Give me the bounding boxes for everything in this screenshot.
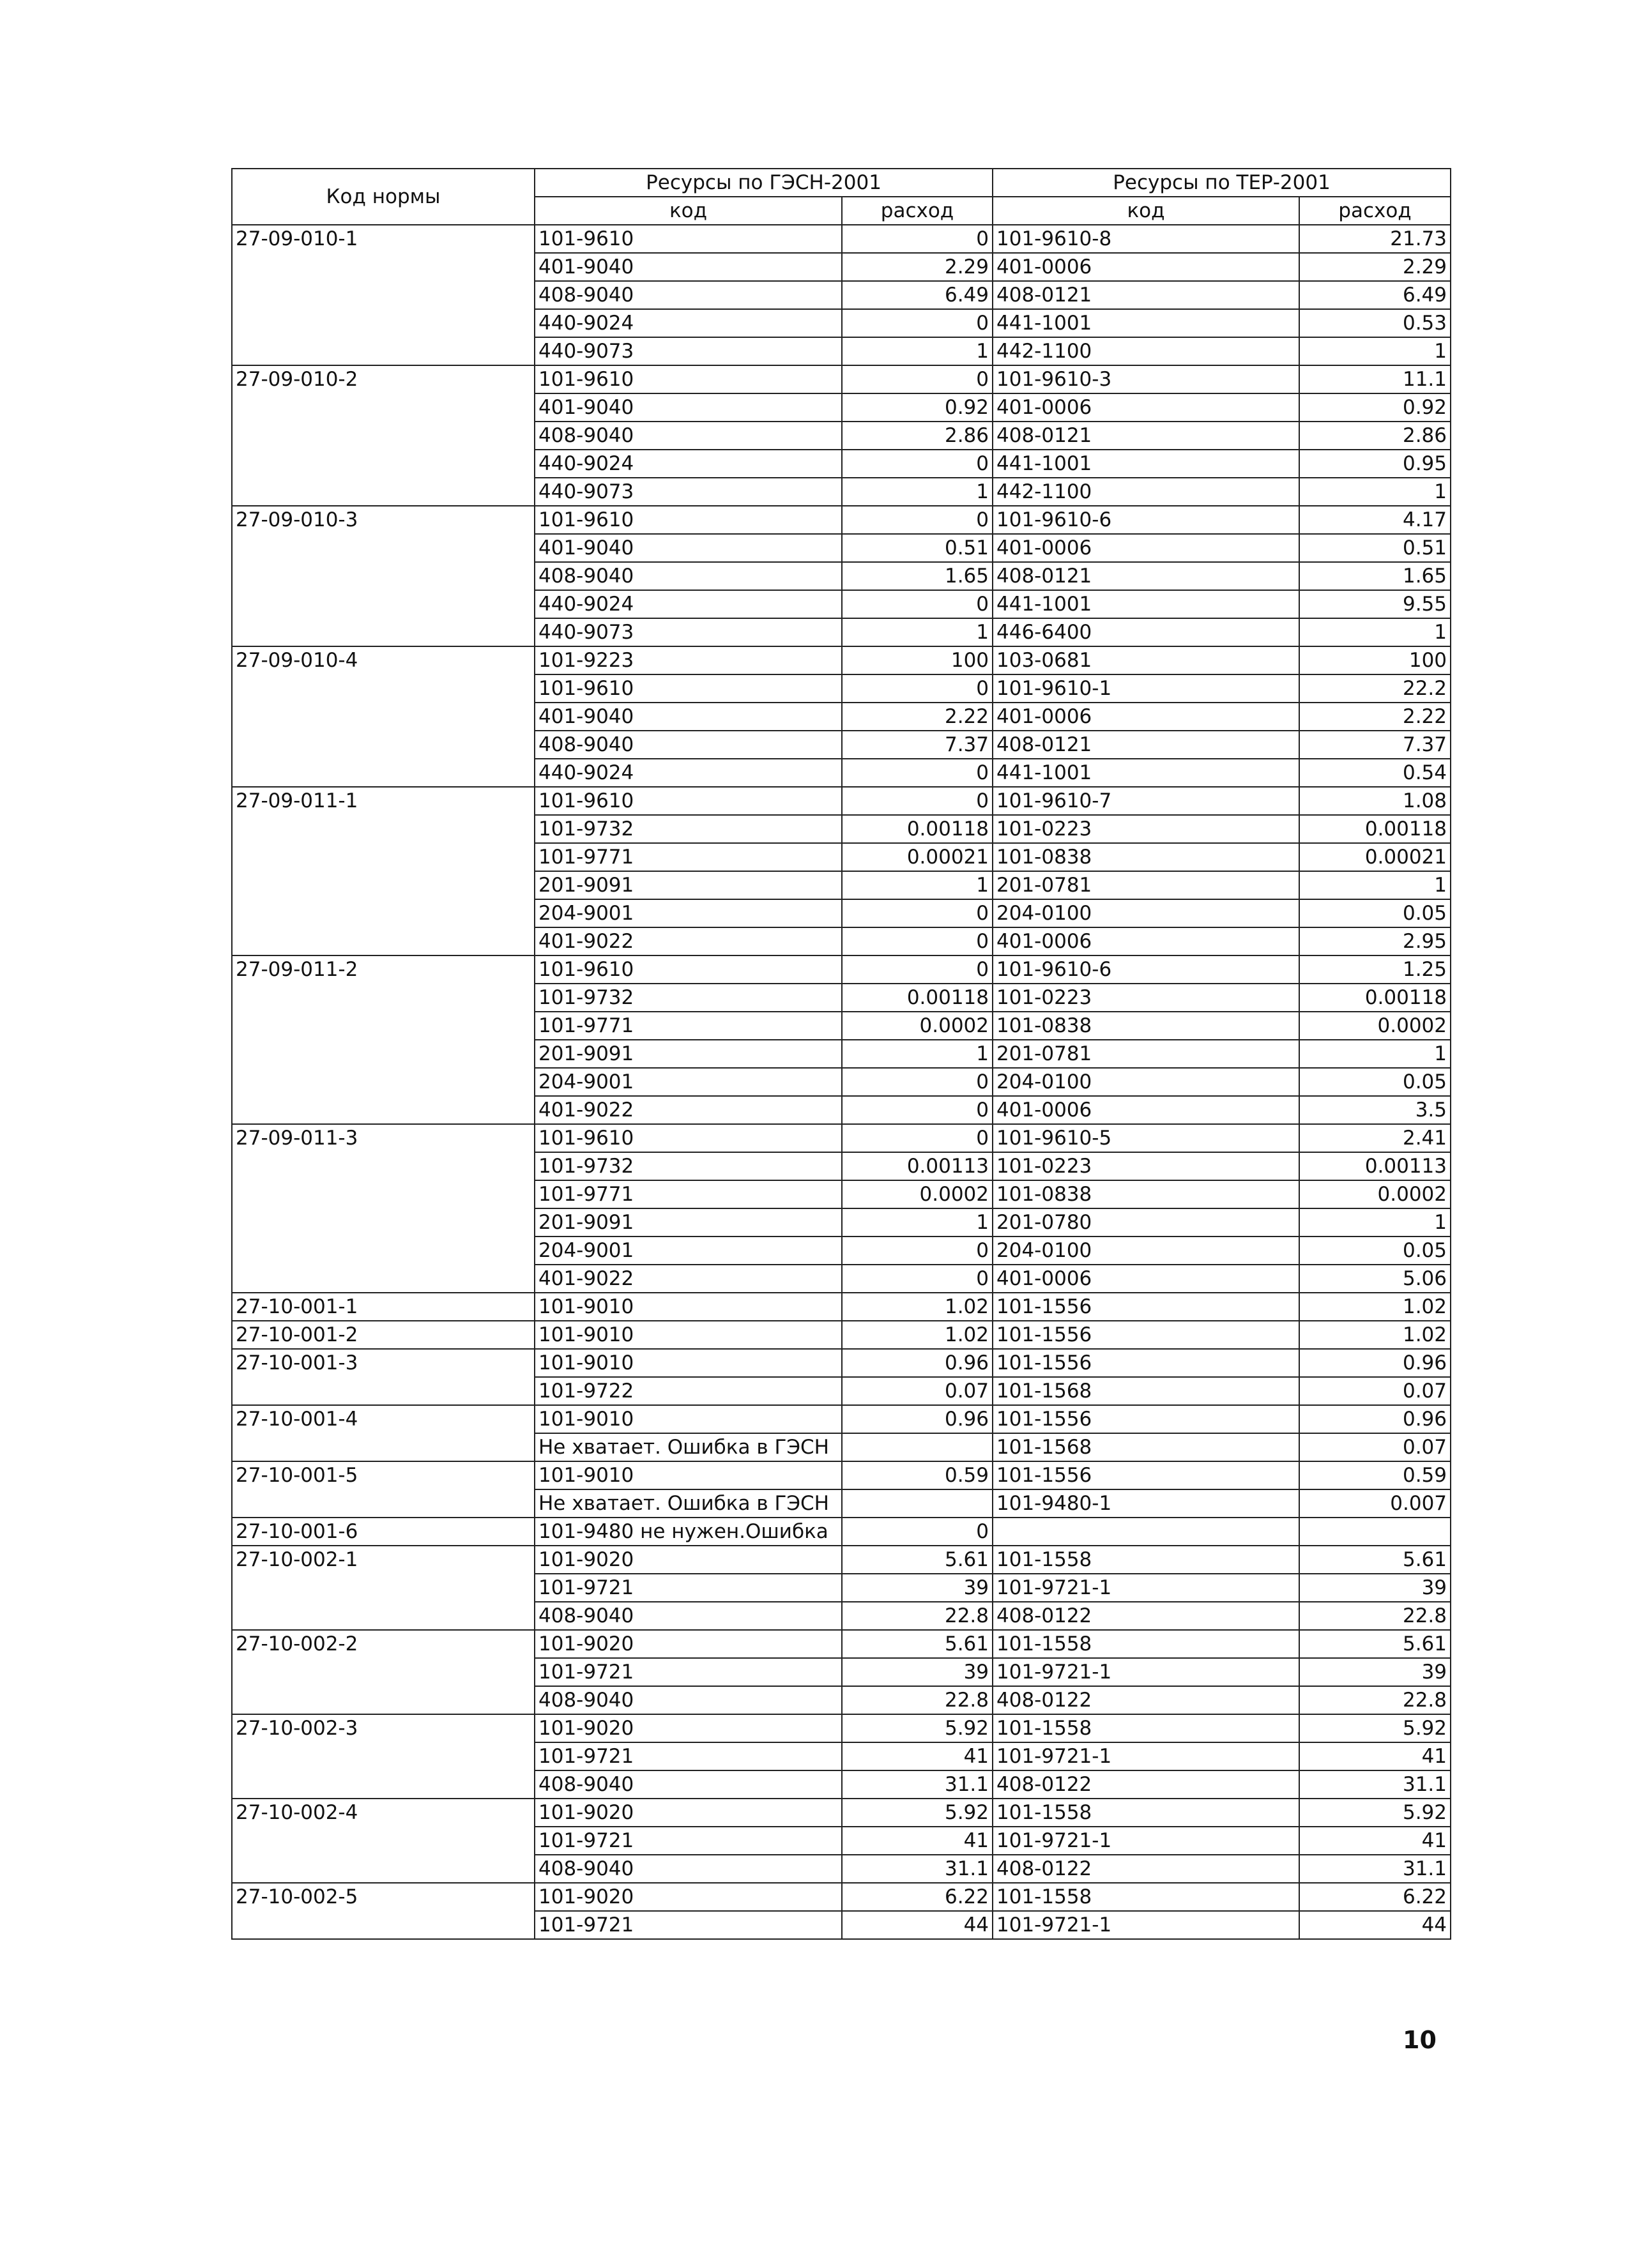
norm-code-cell: 27-10-001-3 (232, 1349, 535, 1405)
gesn-amount-cell: 0.59 (842, 1461, 993, 1489)
gesn-amount-cell: 0 (842, 309, 993, 337)
gesn-amount-cell: 0 (842, 955, 993, 984)
ter-amount-cell: 1 (1299, 337, 1451, 365)
ter-code-cell: 101-9610-6 (993, 955, 1299, 984)
gesn-code-cell: 101-9010 (535, 1349, 842, 1377)
ter-amount-cell: 41 (1299, 1827, 1451, 1855)
ter-amount-cell: 1.02 (1299, 1293, 1451, 1321)
table-row (232, 1630, 1451, 1658)
gesn-amount-cell: 0.92 (842, 393, 993, 422)
table-row (232, 1321, 1451, 1349)
gesn-amount-cell: 1 (842, 337, 993, 365)
gesn-code-cell: 440-9024 (535, 759, 842, 787)
ter-amount-cell: 0.95 (1299, 450, 1451, 478)
table-row (232, 955, 1451, 984)
gesn-amount-cell: 0.51 (842, 534, 993, 562)
norm-code-cell: 27-10-002-1 (232, 1546, 535, 1630)
gesn-code-cell: 204-9001 (535, 899, 842, 927)
gesn-code-cell: 101-9771 (535, 843, 842, 871)
ter-amount-cell: 21.73 (1299, 225, 1451, 253)
gesn-amount-cell: 5.92 (842, 1799, 993, 1827)
ter-amount-cell: 0.07 (1299, 1377, 1451, 1405)
gesn-amount-cell: 39 (842, 1658, 993, 1686)
norm-code-cell: 27-10-002-4 (232, 1799, 535, 1883)
gesn-code-cell: 408-9040 (535, 1770, 842, 1799)
gesn-code-cell: 101-9732 (535, 815, 842, 843)
gesn-amount-cell: 0.0002 (842, 1012, 993, 1040)
gesn-amount-cell: 0.00113 (842, 1152, 993, 1180)
ter-amount-cell: 5.92 (1299, 1799, 1451, 1827)
table-row (232, 1124, 1451, 1152)
table-row (232, 1461, 1451, 1489)
gesn-code-cell: 401-9040 (535, 703, 842, 731)
ter-amount-cell: 7.37 (1299, 731, 1451, 759)
norm-code-cell: 27-10-001-1 (232, 1293, 535, 1321)
gesn-code-cell: 201-9091 (535, 1040, 842, 1068)
gesn-amount-cell: 0 (842, 1237, 993, 1265)
gesn-code-cell: 408-9040 (535, 1602, 842, 1630)
ter-amount-cell: 1 (1299, 478, 1451, 506)
ter-code-cell: 101-1558 (993, 1630, 1299, 1658)
gesn-code-cell: 101-9732 (535, 984, 842, 1012)
gesn-code-cell: 101-9020 (535, 1546, 842, 1574)
ter-amount-cell: 6.22 (1299, 1883, 1451, 1911)
gesn-code-cell: 101-9010 (535, 1293, 842, 1321)
ter-code-cell: 204-0100 (993, 1068, 1299, 1096)
ter-code-cell: 101-0838 (993, 1180, 1299, 1208)
ter-code-cell: 101-0223 (993, 1152, 1299, 1180)
norm-code-cell: 27-09-011-2 (232, 955, 535, 1124)
gesn-code-cell: 101-9771 (535, 1012, 842, 1040)
gesn-amount-cell: 5.61 (842, 1630, 993, 1658)
ter-amount-cell: 2.22 (1299, 703, 1451, 731)
gesn-code-cell: 204-9001 (535, 1237, 842, 1265)
resource-table-sheet (231, 168, 1450, 1940)
ter-amount-cell (1299, 1518, 1451, 1546)
norm-code-cell: 27-10-002-3 (232, 1714, 535, 1799)
gesn-amount-cell: 0 (842, 1068, 993, 1096)
gesn-code-cell: 101-9732 (535, 1152, 842, 1180)
table-row (232, 365, 1451, 393)
gesn-code-cell: 101-9480 не нужен.Ошибка (535, 1518, 842, 1546)
ter-amount-cell: 22.8 (1299, 1602, 1451, 1630)
gesn-amount-cell: 0 (842, 759, 993, 787)
ter-amount-cell: 0.07 (1299, 1433, 1451, 1461)
table-row (232, 1518, 1451, 1546)
gesn-code-cell: 401-9022 (535, 1096, 842, 1124)
ter-amount-cell: 31.1 (1299, 1770, 1451, 1799)
ter-amount-cell: 0.0002 (1299, 1180, 1451, 1208)
ter-code-cell: 408-0121 (993, 281, 1299, 309)
gesn-code-cell: 440-9024 (535, 450, 842, 478)
ter-amount-cell: 5.61 (1299, 1630, 1451, 1658)
gesn-amount-cell: 39 (842, 1574, 993, 1602)
gesn-code-cell: 101-9020 (535, 1630, 842, 1658)
ter-code-cell: 101-9721-1 (993, 1574, 1299, 1602)
gesn-code-cell: 101-9610 (535, 506, 842, 534)
ter-code-cell: 408-0122 (993, 1602, 1299, 1630)
gesn-amount-cell: 0.07 (842, 1377, 993, 1405)
ter-amount-cell: 11.1 (1299, 365, 1451, 393)
gesn-code-cell: 101-9020 (535, 1714, 842, 1742)
ter-code-cell: 101-9721-1 (993, 1827, 1299, 1855)
gesn-code-cell: 201-9091 (535, 1208, 842, 1237)
ter-amount-cell: 1 (1299, 1208, 1451, 1237)
gesn-amount-cell: 44 (842, 1911, 993, 1939)
ter-code-cell: 101-1556 (993, 1349, 1299, 1377)
table-row (232, 646, 1451, 674)
norm-code-cell: 27-09-010-4 (232, 646, 535, 787)
gesn-code-cell: 101-9610 (535, 365, 842, 393)
gesn-code-cell: Не хватает. Ошибка в ГЭСН (535, 1433, 842, 1461)
ter-amount-cell: 0.59 (1299, 1461, 1451, 1489)
gesn-amount-cell: 0 (842, 927, 993, 955)
ter-amount-cell: 4.17 (1299, 506, 1451, 534)
gesn-code-cell: 401-9040 (535, 253, 842, 281)
norm-code-cell: 27-10-001-5 (232, 1461, 535, 1518)
gesn-code-cell: 201-9091 (535, 871, 842, 899)
ter-code-cell: 401-0006 (993, 253, 1299, 281)
norm-code-cell: 27-09-010-2 (232, 365, 535, 506)
gesn-amount-cell: 0.0002 (842, 1180, 993, 1208)
ter-amount-cell: 0.92 (1299, 393, 1451, 422)
gesn-amount-cell: 2.22 (842, 703, 993, 731)
ter-amount-cell: 1.08 (1299, 787, 1451, 815)
ter-code-cell: 101-1556 (993, 1321, 1299, 1349)
ter-amount-cell: 0.007 (1299, 1489, 1451, 1518)
gesn-code-cell: 440-9024 (535, 309, 842, 337)
ter-code-cell: 408-0122 (993, 1770, 1299, 1799)
norm-code-cell: 27-10-002-5 (232, 1883, 535, 1939)
header-ter-amount: расход (1299, 197, 1451, 225)
gesn-amount-cell: 41 (842, 1742, 993, 1770)
gesn-code-cell: Не хватает. Ошибка в ГЭСН (535, 1489, 842, 1518)
ter-code-cell: 401-0006 (993, 927, 1299, 955)
ter-code-cell: 401-0006 (993, 393, 1299, 422)
gesn-code-cell: 101-9721 (535, 1911, 842, 1939)
gesn-code-cell: 101-9020 (535, 1799, 842, 1827)
ter-amount-cell: 0.00118 (1299, 815, 1451, 843)
gesn-amount-cell: 0 (842, 1096, 993, 1124)
table-row (232, 787, 1451, 815)
ter-amount-cell: 1.02 (1299, 1321, 1451, 1349)
ter-amount-cell: 22.8 (1299, 1686, 1451, 1714)
norm-code-cell: 27-09-010-1 (232, 225, 535, 365)
gesn-code-cell: 101-9610 (535, 955, 842, 984)
gesn-amount-cell: 1 (842, 618, 993, 646)
ter-amount-cell: 0.00021 (1299, 843, 1451, 871)
ter-code-cell: 401-0006 (993, 1265, 1299, 1293)
gesn-code-cell: 101-9223 (535, 646, 842, 674)
header-gesn: Ресурсы по ГЭСН-2001 (535, 169, 993, 197)
ter-amount-cell: 31.1 (1299, 1855, 1451, 1883)
gesn-amount-cell: 0 (842, 787, 993, 815)
ter-amount-cell: 44 (1299, 1911, 1451, 1939)
table-row (232, 1546, 1451, 1574)
page-number: 10 (1403, 2026, 1437, 2054)
ter-amount-cell: 0.51 (1299, 534, 1451, 562)
header-gesn-amount: расход (842, 197, 993, 225)
ter-code-cell: 101-9610-7 (993, 787, 1299, 815)
ter-code-cell: 101-9610-1 (993, 674, 1299, 703)
ter-amount-cell: 100 (1299, 646, 1451, 674)
gesn-amount-cell: 6.49 (842, 281, 993, 309)
ter-code-cell: 408-0121 (993, 422, 1299, 450)
gesn-code-cell: 408-9040 (535, 281, 842, 309)
gesn-code-cell: 401-9022 (535, 1265, 842, 1293)
gesn-amount-cell: 7.37 (842, 731, 993, 759)
ter-amount-cell: 0.00113 (1299, 1152, 1451, 1180)
gesn-amount-cell: 2.86 (842, 422, 993, 450)
ter-amount-cell: 0.96 (1299, 1349, 1451, 1377)
gesn-code-cell: 408-9040 (535, 422, 842, 450)
ter-code-cell: 442-1100 (993, 337, 1299, 365)
ter-code-cell: 103-0681 (993, 646, 1299, 674)
ter-code-cell: 408-0122 (993, 1686, 1299, 1714)
gesn-amount-cell: 0 (842, 225, 993, 253)
table-row (232, 1349, 1451, 1377)
ter-code-cell: 446-6400 (993, 618, 1299, 646)
ter-amount-cell: 1.25 (1299, 955, 1451, 984)
gesn-amount-cell: 1 (842, 1040, 993, 1068)
gesn-amount-cell: 0 (842, 450, 993, 478)
table-body (232, 225, 1451, 1939)
gesn-amount-cell: 1 (842, 478, 993, 506)
gesn-amount-cell: 0.00021 (842, 843, 993, 871)
ter-code-cell: 101-1556 (993, 1461, 1299, 1489)
gesn-code-cell: 408-9040 (535, 1855, 842, 1883)
ter-amount-cell: 6.49 (1299, 281, 1451, 309)
gesn-code-cell: 101-9020 (535, 1883, 842, 1911)
gesn-code-cell: 101-9010 (535, 1461, 842, 1489)
ter-amount-cell: 41 (1299, 1742, 1451, 1770)
ter-code-cell: 101-9610-6 (993, 506, 1299, 534)
norm-code-cell: 27-10-001-6 (232, 1518, 535, 1546)
table-row (232, 1883, 1451, 1911)
gesn-amount-cell: 100 (842, 646, 993, 674)
ter-amount-cell: 9.55 (1299, 590, 1451, 618)
ter-amount-cell: 1 (1299, 1040, 1451, 1068)
gesn-amount-cell: 0 (842, 899, 993, 927)
gesn-amount-cell: 5.61 (842, 1546, 993, 1574)
gesn-amount-cell: 1.02 (842, 1321, 993, 1349)
gesn-amount-cell: 31.1 (842, 1770, 993, 1799)
gesn-code-cell: 401-9040 (535, 393, 842, 422)
gesn-amount-cell: 0 (842, 590, 993, 618)
gesn-amount-cell: 2.29 (842, 253, 993, 281)
table-row (232, 1293, 1451, 1321)
ter-code-cell: 408-0121 (993, 731, 1299, 759)
ter-code-cell: 101-0838 (993, 843, 1299, 871)
gesn-code-cell: 101-9721 (535, 1658, 842, 1686)
norm-code-cell: 27-10-002-2 (232, 1630, 535, 1714)
gesn-code-cell: 101-9010 (535, 1405, 842, 1433)
ter-code-cell: 401-0006 (993, 1096, 1299, 1124)
gesn-amount-cell: 1 (842, 871, 993, 899)
gesn-code-cell: 101-9610 (535, 674, 842, 703)
gesn-amount-cell: 5.92 (842, 1714, 993, 1742)
ter-amount-cell: 0.54 (1299, 759, 1451, 787)
gesn-amount-cell: 0.00118 (842, 984, 993, 1012)
gesn-code-cell: 440-9073 (535, 478, 842, 506)
ter-code-cell: 201-0781 (993, 1040, 1299, 1068)
ter-amount-cell: 22.2 (1299, 674, 1451, 703)
ter-amount-cell: 2.41 (1299, 1124, 1451, 1152)
ter-amount-cell: 0.05 (1299, 1237, 1451, 1265)
ter-code-cell: 101-1556 (993, 1293, 1299, 1321)
ter-amount-cell: 5.92 (1299, 1714, 1451, 1742)
ter-amount-cell: 2.29 (1299, 253, 1451, 281)
ter-code-cell: 101-1558 (993, 1546, 1299, 1574)
table-row (232, 506, 1451, 534)
ter-code-cell: 408-0122 (993, 1855, 1299, 1883)
norm-code-cell: 27-09-010-3 (232, 506, 535, 646)
gesn-code-cell: 408-9040 (535, 1686, 842, 1714)
ter-code-cell: 442-1100 (993, 478, 1299, 506)
ter-code-cell: 101-0223 (993, 815, 1299, 843)
ter-code-cell: 201-0780 (993, 1208, 1299, 1237)
ter-code-cell: 101-9721-1 (993, 1742, 1299, 1770)
ter-amount-cell: 39 (1299, 1658, 1451, 1686)
ter-code-cell: 101-9480-1 (993, 1489, 1299, 1518)
gesn-code-cell: 204-9001 (535, 1068, 842, 1096)
norm-code-cell: 27-09-011-1 (232, 787, 535, 955)
gesn-amount-cell: 0.96 (842, 1405, 993, 1433)
gesn-amount-cell: 31.1 (842, 1855, 993, 1883)
gesn-amount-cell: 0 (842, 365, 993, 393)
ter-code-cell: 101-1558 (993, 1883, 1299, 1911)
ter-amount-cell: 2.95 (1299, 927, 1451, 955)
header-gesn-code: код (535, 197, 842, 225)
ter-amount-cell: 39 (1299, 1574, 1451, 1602)
norm-code-cell: 27-10-001-2 (232, 1321, 535, 1349)
gesn-code-cell: 401-9022 (535, 927, 842, 955)
ter-code-cell: 101-9610-3 (993, 365, 1299, 393)
ter-code-cell: 101-0223 (993, 984, 1299, 1012)
gesn-amount-cell: 6.22 (842, 1883, 993, 1911)
gesn-amount-cell: 0.96 (842, 1349, 993, 1377)
gesn-code-cell: 408-9040 (535, 731, 842, 759)
gesn-amount-cell: 1.02 (842, 1293, 993, 1321)
gesn-code-cell: 101-9722 (535, 1377, 842, 1405)
gesn-code-cell: 101-9610 (535, 225, 842, 253)
ter-amount-cell: 1 (1299, 618, 1451, 646)
norm-code-cell: 27-10-001-4 (232, 1405, 535, 1461)
header-norm-code: Код нормы (232, 169, 535, 225)
resource-table (231, 168, 1451, 1940)
gesn-amount-cell: 0 (842, 506, 993, 534)
header-ter: Ресурсы по ТЕР-2001 (993, 169, 1451, 197)
ter-code-cell: 408-0121 (993, 562, 1299, 590)
ter-code-cell: 441-1001 (993, 309, 1299, 337)
gesn-code-cell: 101-9721 (535, 1827, 842, 1855)
gesn-amount-cell: 0 (842, 674, 993, 703)
ter-code-cell: 101-9721-1 (993, 1911, 1299, 1939)
ter-code-cell: 101-1568 (993, 1433, 1299, 1461)
table-row (232, 1714, 1451, 1742)
gesn-code-cell: 440-9073 (535, 618, 842, 646)
ter-amount-cell: 3.5 (1299, 1096, 1451, 1124)
ter-amount-cell: 2.86 (1299, 422, 1451, 450)
gesn-code-cell: 401-9040 (535, 534, 842, 562)
gesn-amount-cell: 0 (842, 1265, 993, 1293)
gesn-amount-cell (842, 1433, 993, 1461)
gesn-code-cell: 408-9040 (535, 562, 842, 590)
table-row (232, 1799, 1451, 1827)
ter-amount-cell: 1 (1299, 871, 1451, 899)
ter-amount-cell: 0.0002 (1299, 1012, 1451, 1040)
ter-amount-cell: 0.05 (1299, 1068, 1451, 1096)
gesn-code-cell: 101-9721 (535, 1574, 842, 1602)
ter-code-cell: 101-1568 (993, 1377, 1299, 1405)
ter-amount-cell: 0.00118 (1299, 984, 1451, 1012)
gesn-amount-cell: 0 (842, 1518, 993, 1546)
table-row (232, 225, 1451, 253)
ter-amount-cell: 5.06 (1299, 1265, 1451, 1293)
gesn-amount-cell: 1.65 (842, 562, 993, 590)
gesn-amount-cell: 22.8 (842, 1602, 993, 1630)
ter-code-cell: 101-0838 (993, 1012, 1299, 1040)
ter-code-cell: 204-0100 (993, 1237, 1299, 1265)
table-row (232, 1405, 1451, 1433)
ter-code-cell: 101-1558 (993, 1714, 1299, 1742)
ter-amount-cell: 5.61 (1299, 1546, 1451, 1574)
gesn-code-cell: 101-9610 (535, 787, 842, 815)
ter-code-cell (993, 1518, 1299, 1546)
ter-amount-cell: 0.96 (1299, 1405, 1451, 1433)
ter-amount-cell: 0.53 (1299, 309, 1451, 337)
ter-code-cell: 101-1558 (993, 1799, 1299, 1827)
gesn-amount-cell: 0.00118 (842, 815, 993, 843)
gesn-code-cell: 101-9771 (535, 1180, 842, 1208)
ter-code-cell: 204-0100 (993, 899, 1299, 927)
gesn-amount-cell: 41 (842, 1827, 993, 1855)
ter-code-cell: 101-9610-5 (993, 1124, 1299, 1152)
ter-code-cell: 441-1001 (993, 590, 1299, 618)
ter-code-cell: 401-0006 (993, 534, 1299, 562)
ter-code-cell: 101-9610-8 (993, 225, 1299, 253)
ter-code-cell: 441-1001 (993, 450, 1299, 478)
gesn-code-cell: 101-9610 (535, 1124, 842, 1152)
gesn-amount-cell: 22.8 (842, 1686, 993, 1714)
gesn-code-cell: 101-9010 (535, 1321, 842, 1349)
ter-code-cell: 401-0006 (993, 703, 1299, 731)
header-ter-code: код (993, 197, 1299, 225)
ter-code-cell: 441-1001 (993, 759, 1299, 787)
ter-amount-cell: 1.65 (1299, 562, 1451, 590)
ter-code-cell: 201-0781 (993, 871, 1299, 899)
gesn-code-cell: 440-9024 (535, 590, 842, 618)
gesn-code-cell: 101-9721 (535, 1742, 842, 1770)
gesn-code-cell: 440-9073 (535, 337, 842, 365)
gesn-amount-cell: 1 (842, 1208, 993, 1237)
norm-code-cell: 27-09-011-3 (232, 1124, 535, 1293)
ter-code-cell: 101-1556 (993, 1405, 1299, 1433)
gesn-amount-cell: 0 (842, 1124, 993, 1152)
ter-code-cell: 101-9721-1 (993, 1658, 1299, 1686)
gesn-amount-cell (842, 1489, 993, 1518)
ter-amount-cell: 0.05 (1299, 899, 1451, 927)
